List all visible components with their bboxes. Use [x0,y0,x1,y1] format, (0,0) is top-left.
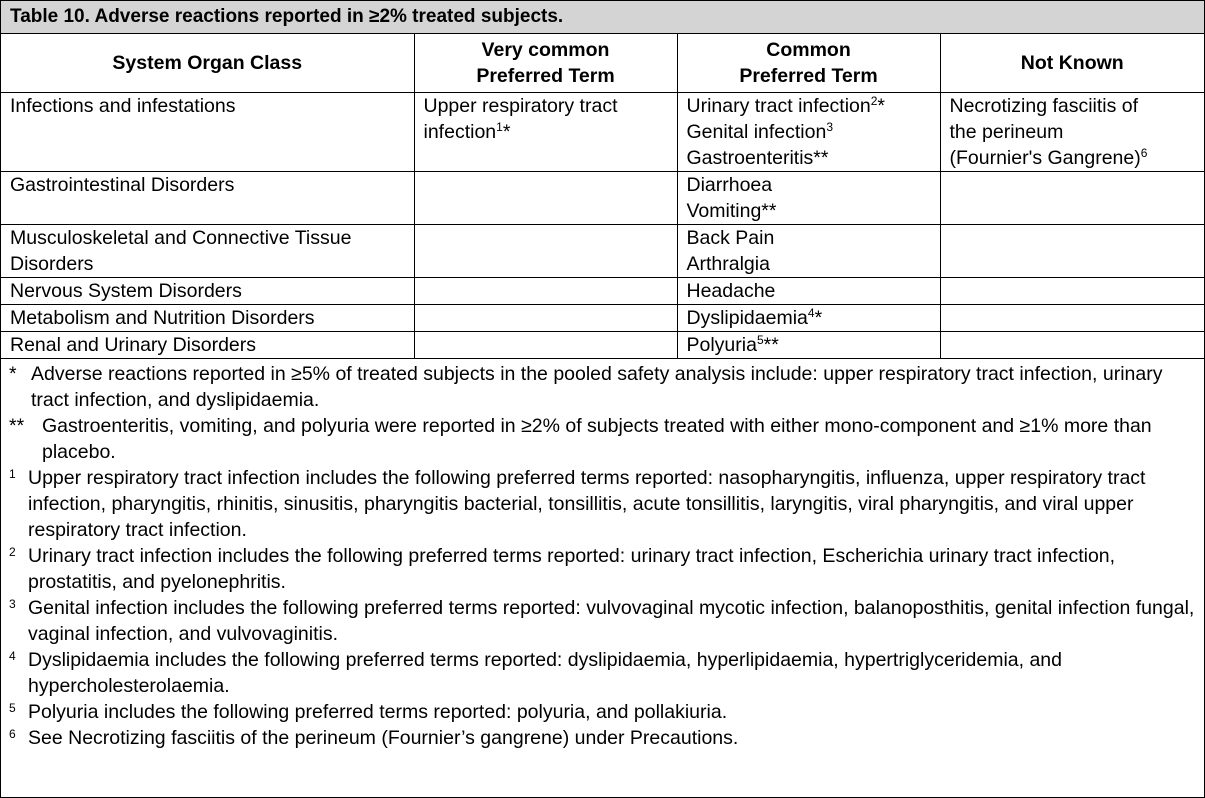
cell-common: Polyuria$^5$** [677,332,940,359]
cell-very-common [414,172,677,225]
cell-very-common [414,305,677,332]
header-common: Common Preferred Term [677,34,940,93]
footnotes [1,359,1204,751]
cell-not-known [940,278,1204,305]
cell-not-known [940,332,1204,359]
cell-very-common [414,225,677,278]
cell-common: Headache [677,278,940,305]
adverse-reactions-table [1,34,1204,359]
cell-soc: Musculoskeletal and Connective Tissue Disorders [1,225,414,278]
cell-soc: Metabolism and Nutrition Disorders [1,305,414,332]
footnote: 6 See Necrotizing fasciitis of the perineum (Fournier’s gangrene) under Precautions. [9,727,739,749]
footnote: ** Gastroenteritis, vomiting, and polyuria were reported in ≥2% of subjects treated with either mono-component and ≥1% more than placebo. [9,415,1152,463]
cell-soc: Renal and Urinary Disorders [1,332,414,359]
cell-common: Urinary tract infection$^2$* Genital infection$^3$ Gastroenteritis** [677,93,940,172]
footnote: 3 Genital infection includes the following preferred terms reported: vulvovaginal mycotic infection, balanoposthitis, genital infection fungal, vaginal infection, and vulvovaginitis. [9,597,1195,645]
footnote: 5 Polyuria includes the following preferred terms reported: polyuria, and pollakiuria. [9,701,728,723]
header-very-common: Very common Preferred Term [414,34,677,93]
cell-not-known [940,305,1204,332]
table-row [1,332,1204,359]
cell-not-known [940,172,1204,225]
header-system-organ-class: System Organ Class [1,34,414,93]
cell-soc: Infections and infestations [1,93,414,172]
table-caption: Table 10. Adverse reactions reported in ≥2% treated subjects. [1,1,1204,34]
cell-soc: Nervous System Disorders [1,278,414,305]
table-row [1,305,1204,332]
cell-not-known [940,225,1204,278]
footnote: 1 Upper respiratory tract infection includes the following preferred terms reported: nasopharyngitis, influenza, upper respiratory tract infection, pharyngitis, rhinitis, sinusitis, pharyngitis bacterial, tonsillitis, acute tonsillitis, laryngitis, viral pharyngitis, and viral upper respiratory tract infection. [9,467,1146,541]
header-not-known: Not Known [940,34,1204,93]
table-row [1,278,1204,305]
cell-very-common: Upper respiratory tract infection$^1$* [414,93,677,172]
table-row [1,93,1204,172]
table-row [1,225,1204,278]
cell-common: Back Pain Arthralgia [677,225,940,278]
header-row [1,34,1204,93]
cell-common: Dyslipidaemia$^4$* [677,305,940,332]
cell-very-common [414,278,677,305]
footnote: 4 Dyslipidaemia includes the following preferred terms reported: dyslipidaemia, hyperlipidaemia, hypertriglyceridemia, and hypercholesterolaemia. [9,649,1062,697]
table-row [1,172,1204,225]
cell-soc: Gastrointestinal Disorders [1,172,414,225]
cell-very-common [414,332,677,359]
footnote: 2 Urinary tract infection includes the following preferred terms reported: urinary tract infection, Escherichia urinary tract infection, prostatitis, and pyelonephritis. [9,545,1116,593]
cell-common: Diarrhoea Vomiting** [677,172,940,225]
footnote: * Adverse reactions reported in ≥5% of treated subjects in the pooled safety analysis include: upper respiratory tract infection, urinary tract infection, and dyslipidaemia. [9,363,1163,411]
cell-not-known: Necrotizing fasciitis of the perineum (Fournier's Gangrene)$^6$ [940,93,1204,172]
